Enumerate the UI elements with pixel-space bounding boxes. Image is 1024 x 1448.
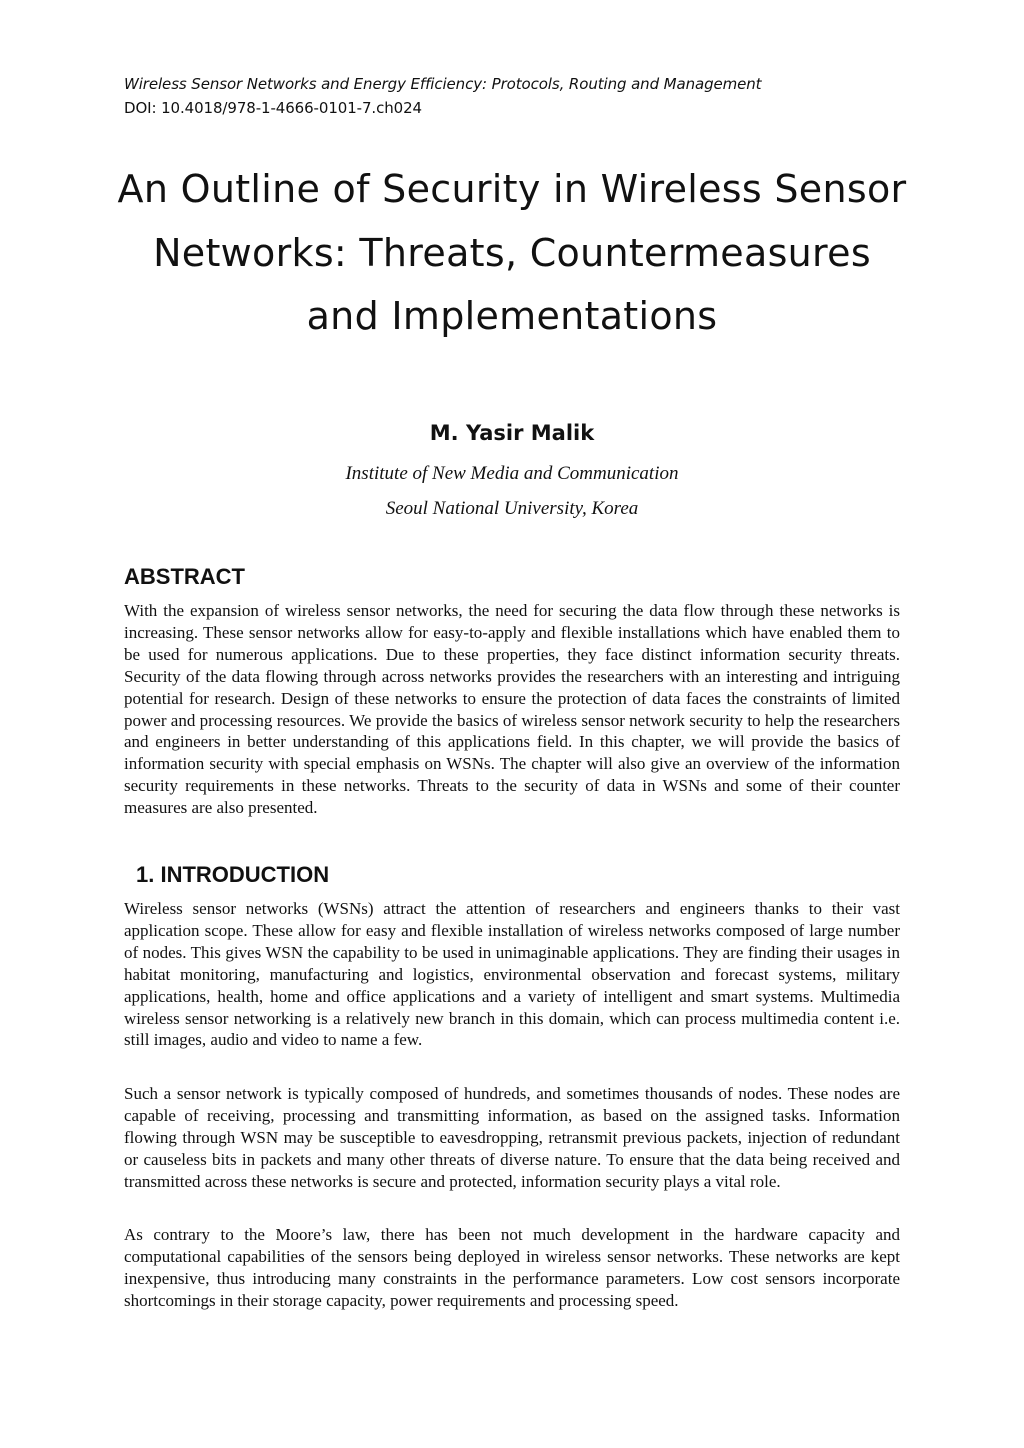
affiliation-institute: Institute of New Media and Communication	[345, 463, 679, 484]
author-name: M. Yasir Malik	[429, 421, 595, 445]
doi-line: DOI: 10.4018/978-1-4666-0101-7.ch024	[124, 99, 422, 117]
introduction-paragraph-3: As contrary to the Moore’s law, there has been not much development in the hardware capacity and computational capabilities of the sensors being deployed in wireless sensor networks. These networks are kept inexpensive, thus introducing many constraints in the performance parameters. Low cost sensors incorporate shortcomings in their storage capacity, power requirements and processing speed.	[124, 1225, 900, 1310]
introduction-heading: 1. INTRODUCTION	[136, 862, 330, 887]
introduction-paragraph-1: Wireless sensor networks (WSNs) attract the attention of researchers and engineers thanks to their vast application scope. These allow for easy and flexible installation of wireless networks composed of large number of nodes. This gives WSN the capability to be used in unimaginable applications. They are finding their usages in habitat monitoring, manufacturing and logistics, environmental observation and forecast systems, military applications, health, home and office applications and a variety of intelligent and smart systems. Multimedia wireless sensor networking is a relatively new branch in this domain, which can process multimedia content i.e. still images, audio and video to name a few.	[124, 899, 900, 1050]
abstract-heading: ABSTRACT	[124, 564, 245, 589]
introduction-paragraph-2: Such a sensor network is typically composed of hundreds, and sometimes thousands of nodes. These nodes are capable of receiving, processing and transmitting information, as based on the assigned tasks. Information flowing through WSN may be susceptible to eavesdropping, retransmit previous packets, injection of redundant or causeless bits in packets and many other threats of diverse nature. To ensure that the data being received and transmitted across these networks is secure and protected, information security plays a vital role.	[124, 1084, 900, 1191]
abstract-paragraph: With the expansion of wireless sensor networks, the need for securing the data flow through these networks is increasing. These sensor networks allow for easy-to-apply and flexible installations which have enabled them to be used for numerous applications. Due to these properties, they face distinct information security threats. Security of the data flowing through across networks provides the researchers with an interesting and intriguing potential for research. Design of these networks to ensure the protection of data faces the constraints of limited power and processing resources. We provide the basics of wireless sensor network security to help the researchers and engineers in better understanding of this applications field. In this chapter, we will provide the basics of information security with special emphasis on WSNs. The chapter will also give an overview of the information security requirements in these networks. Threats to the security of data in WSNs and some of their counter measures are also presented.	[124, 601, 900, 818]
book-title: Wireless Sensor Networks and Energy Efficiency: Protocols, Routing and Management	[124, 75, 762, 93]
affiliation-university: Seoul National University, Korea	[385, 498, 639, 519]
paper-title: An Outline of Security in Wireless Sensor Networks: Threats, Countermeasures and Implementations	[117, 167, 907, 338]
